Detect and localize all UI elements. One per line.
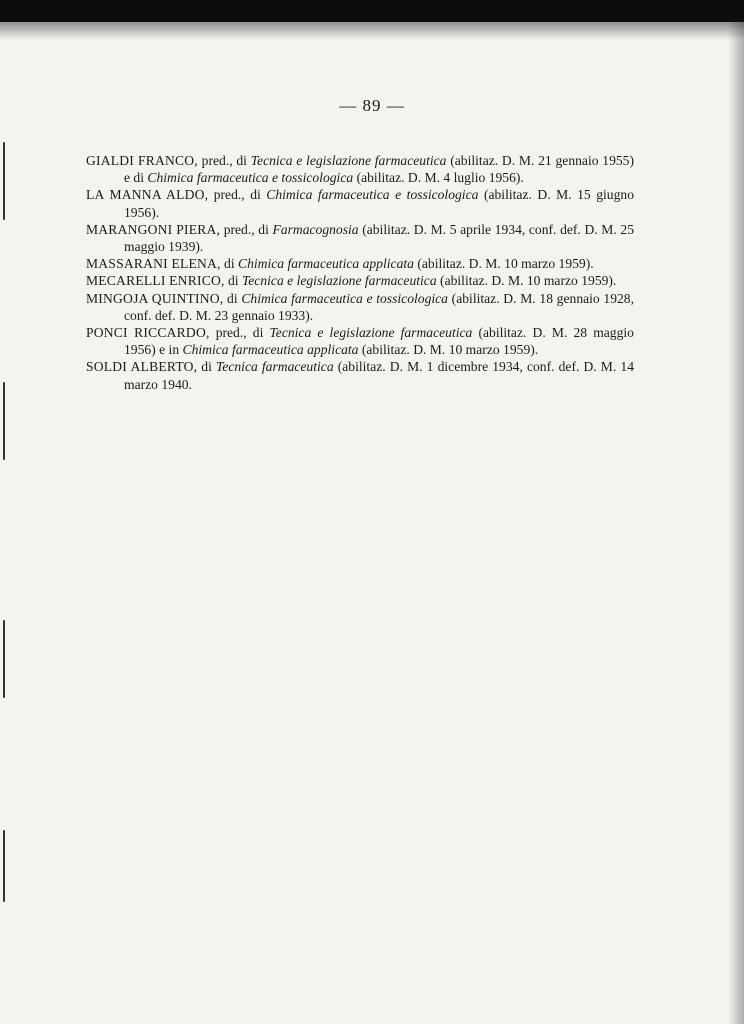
page-number: — 89 — xyxy=(339,96,405,115)
entry-text: (abilitaz. D. M. 5 aprile 1934, conf. def. D. M. 25 maggio 1939). xyxy=(124,221,634,255)
subject-title: Tecnica e legislazione farmaceutica xyxy=(250,153,447,168)
entry-text: pred., di xyxy=(208,187,267,203)
scan-right-shadow xyxy=(728,22,744,1024)
entry-name: SOLDI ALBERTO, xyxy=(86,359,198,375)
subject-title: Chimica farmaceutica applicata xyxy=(182,342,359,358)
entry-text: (abilitaz. D. M. 10 marzo 1959). xyxy=(413,256,594,272)
entry-name: PONCI RICCARDO, xyxy=(86,325,210,341)
list-item xyxy=(86,358,634,392)
list-item xyxy=(86,152,634,186)
entry-text: (abilitaz. D. M. 15 giugno 1956). xyxy=(124,187,634,220)
entry-text: pred., di xyxy=(197,153,251,168)
subject-title: Tecnica e legislazione farmaceutica xyxy=(269,325,473,341)
entry-text: (abilitaz. D. M. 18 gennaio 1928, conf. def. D. M. 23 gennaio 1933). xyxy=(124,290,634,323)
scan-top-shadow xyxy=(0,22,744,40)
subject-title: Chimica farmaceutica e tossicologica xyxy=(147,170,354,186)
entry-list xyxy=(86,152,634,393)
binding-mark xyxy=(3,830,5,902)
entry-text: di xyxy=(197,359,216,375)
subject-title: Chimica farmaceutica e tossicologica xyxy=(266,187,479,203)
entry-text: pred., di xyxy=(220,221,273,237)
list-item xyxy=(86,221,634,255)
entry-text: (abilitaz. D. M. 21 gennaio 1955) e di xyxy=(124,153,634,186)
entry-text: (abilitaz. D. M. 4 luglio 1956). xyxy=(353,170,524,186)
binding-mark xyxy=(3,142,5,220)
entry-text: (abilitaz. D. M. 10 marzo 1959). xyxy=(436,273,617,289)
entry-text: di xyxy=(224,273,242,289)
scan-top-border xyxy=(0,0,744,22)
entry-text: di xyxy=(220,256,238,272)
binding-mark xyxy=(3,382,5,460)
entry-name: LA MANNA ALDO, xyxy=(86,187,209,203)
entry-name: MECARELLI ENRICO, xyxy=(86,273,225,289)
binding-mark xyxy=(3,620,5,698)
list-item xyxy=(86,290,634,324)
subject-title: Tecnica e legislazione farmaceutica xyxy=(241,273,437,289)
subject-title: Tecnica farmaceutica xyxy=(216,359,334,375)
entry-name: MARANGONI PIERA, xyxy=(86,221,221,237)
subject-title: Farmacognosia xyxy=(272,221,359,237)
entry-text: pred., di xyxy=(209,325,270,341)
entry-text: (abilitaz. D. M. 10 marzo 1959). xyxy=(358,342,539,358)
list-item xyxy=(86,272,634,289)
entry-name: MASSARANI ELENA, xyxy=(86,256,221,272)
list-item xyxy=(86,186,634,220)
subject-title: Chimica farmaceutica e tossicologica xyxy=(241,290,448,306)
list-item xyxy=(86,324,634,358)
entry-text: (abilitaz. D. M. 1 dicembre 1934, conf. def. D. M. 14 marzo 1940. xyxy=(124,359,634,392)
list-item xyxy=(86,255,634,272)
entry-name: GIALDI FRANCO, xyxy=(86,153,198,168)
entry-name: MINGOJA QUINTINO, xyxy=(86,290,224,306)
entry-text: di xyxy=(223,290,242,306)
entry-text: (abilitaz. D. M. 28 maggio 1956) e in xyxy=(124,325,634,358)
subject-title: Chimica farmaceutica applicata xyxy=(238,256,414,272)
